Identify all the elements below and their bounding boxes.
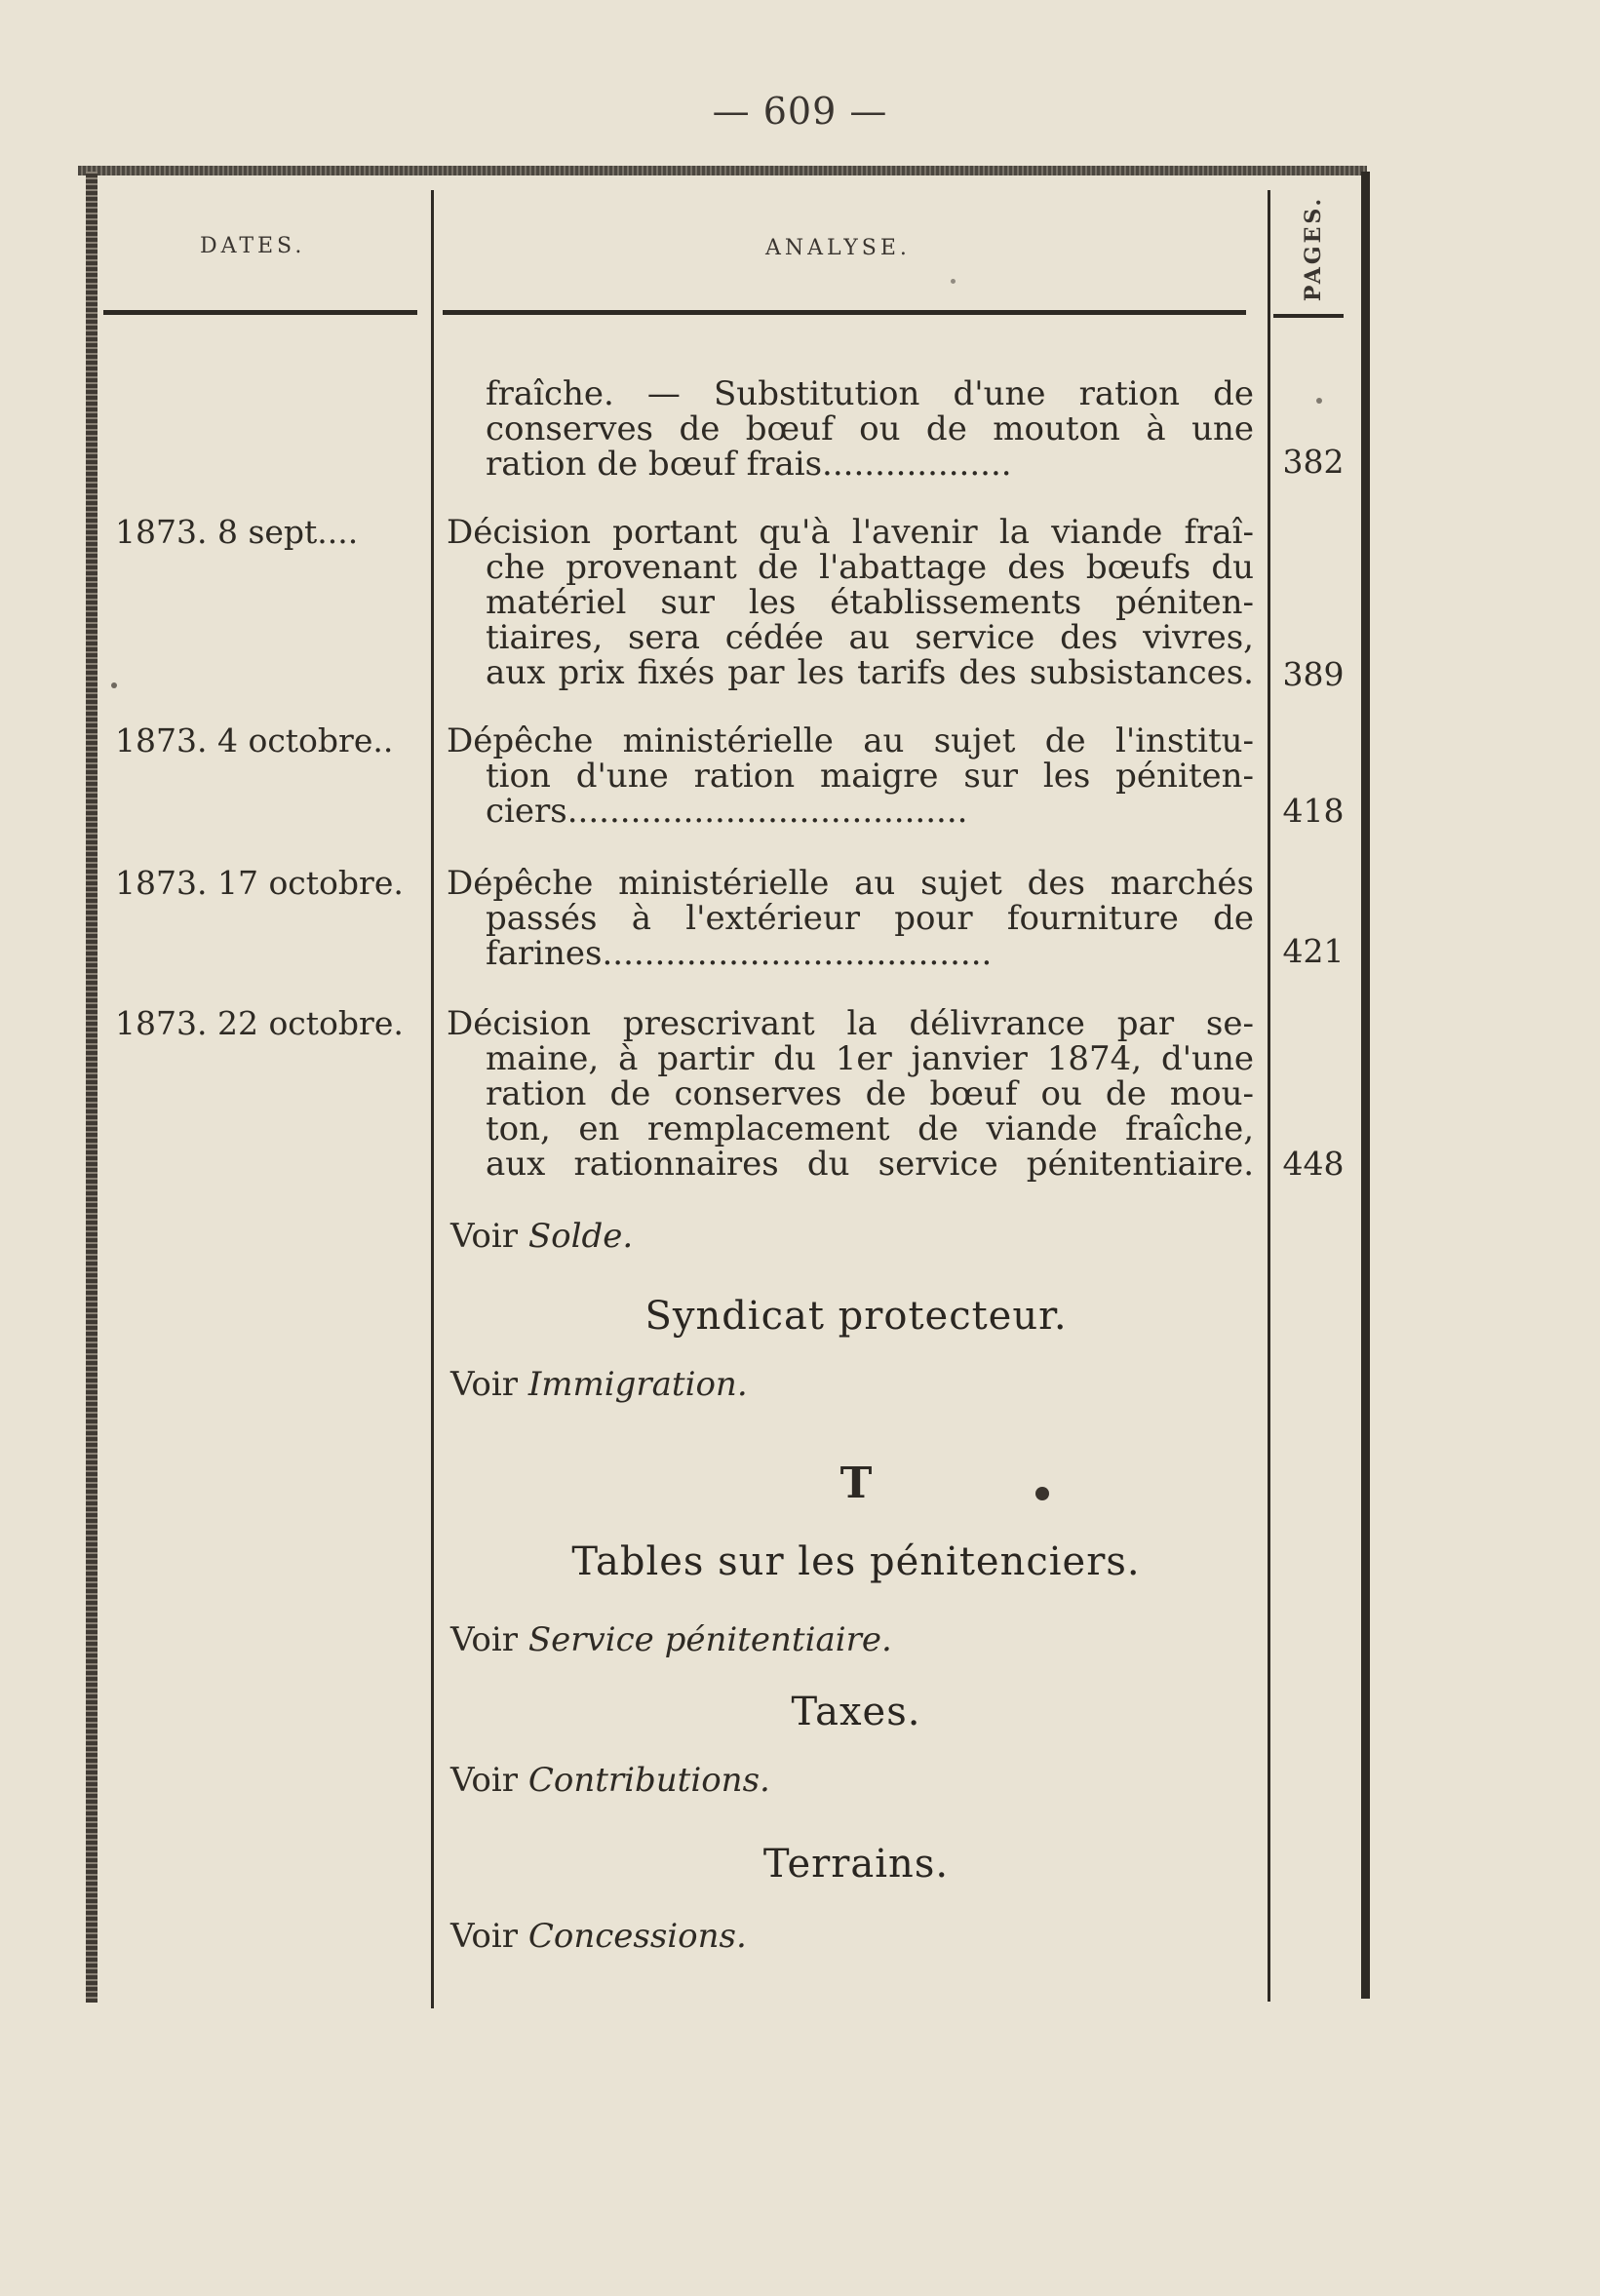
page-number: — 609 — bbox=[712, 90, 888, 133]
entry-line: ton, en remplacement de viande fraîche, bbox=[486, 1109, 1254, 1148]
section-letter: T bbox=[839, 1459, 873, 1508]
entry-line: passés à l'extérieur pour fourniture de bbox=[486, 899, 1254, 938]
header-analyse: ANALYSE. bbox=[765, 236, 911, 260]
header-rule-dates bbox=[103, 310, 417, 315]
entry-0 bbox=[447, 376, 1254, 482]
header-rule-pages bbox=[1273, 314, 1344, 318]
entry-line: conserves de bœuf ou de mouton à une bbox=[486, 409, 1254, 448]
entry-line: aux rationnaires du service pénitentiaire. bbox=[486, 1145, 1254, 1184]
entry-line: aux prix fixés par les tarifs des subsistances. bbox=[486, 653, 1254, 692]
entry-page: 382 bbox=[1282, 443, 1345, 481]
entry-date: 1873. 8 sept.... bbox=[115, 513, 359, 551]
left-border bbox=[86, 172, 98, 2003]
entry-line: ration de conserves de bœuf ou de mou- bbox=[486, 1074, 1254, 1113]
section-heading: Taxes. bbox=[791, 1690, 921, 1734]
entry-line: Décision prescrivant la délivrance par se- bbox=[447, 1004, 1254, 1043]
entry-line: ration de bœuf frais.................. bbox=[486, 445, 1012, 484]
reference-voir: Voir Service pénitentiaire. bbox=[450, 1620, 892, 1659]
ornament-dot bbox=[1035, 1487, 1049, 1500]
entry-page: 448 bbox=[1282, 1145, 1345, 1183]
entry-line: matériel sur les établissements péniten- bbox=[486, 583, 1254, 622]
entry-4 bbox=[447, 1006, 1254, 1182]
entry-line: tion d'une ration maigre sur les péniten- bbox=[486, 757, 1254, 796]
column-divider-dates bbox=[431, 190, 434, 2008]
section-heading: Terrains. bbox=[762, 1842, 950, 1887]
entry-line: che provenant de l'abattage des bœufs du bbox=[486, 548, 1254, 587]
entry-page: 418 bbox=[1282, 792, 1345, 830]
entry-date: 1873. 22 octobre. bbox=[115, 1004, 404, 1042]
reference-voir: Voir Solde. bbox=[450, 1217, 634, 1256]
top-rule bbox=[78, 166, 1367, 175]
reference-voir: Voir Contributions. bbox=[450, 1761, 770, 1800]
entry-page: 389 bbox=[1282, 655, 1345, 693]
speck bbox=[111, 682, 117, 688]
speck bbox=[951, 279, 956, 284]
entry-date: 1873. 4 octobre.. bbox=[115, 721, 394, 759]
right-border bbox=[1361, 172, 1370, 1999]
entry-line: ciers...................................... bbox=[486, 792, 968, 831]
entry-line: maine, à partir du 1er janvier 1874, d'une bbox=[486, 1039, 1254, 1078]
section-heading: Tables sur les pénitenciers. bbox=[571, 1539, 1141, 1584]
entry-line: tiaires, sera cédée au service des vivres, bbox=[486, 618, 1254, 657]
entry-line: Dépêche ministérielle au sujet des marchés bbox=[447, 864, 1254, 903]
entry-line: Décision portant qu'à l'avenir la viande fraî- bbox=[447, 513, 1254, 552]
entry-line: farines..................................... bbox=[486, 934, 993, 973]
entry-3 bbox=[447, 866, 1254, 971]
section-heading: Syndicat protecteur. bbox=[644, 1294, 1068, 1339]
header-rule-analyse bbox=[443, 310, 1246, 315]
reference-voir: Voir Concessions. bbox=[450, 1917, 747, 1956]
entry-line: fraîche. — Substitution d'une ration de bbox=[486, 374, 1254, 413]
entry-line: Dépêche ministérielle au sujet de l'institu- bbox=[447, 721, 1254, 760]
reference-voir: Voir Immigration. bbox=[450, 1365, 748, 1404]
speck bbox=[1316, 398, 1322, 404]
column-divider-pages bbox=[1268, 190, 1270, 2002]
entry-2 bbox=[447, 723, 1254, 829]
entry-date: 1873. 17 octobre. bbox=[115, 864, 404, 902]
entry-page: 421 bbox=[1282, 932, 1345, 970]
header-pages: PAGES. bbox=[1301, 195, 1326, 302]
header-dates: DATES. bbox=[200, 234, 306, 258]
entry-1 bbox=[447, 515, 1254, 690]
